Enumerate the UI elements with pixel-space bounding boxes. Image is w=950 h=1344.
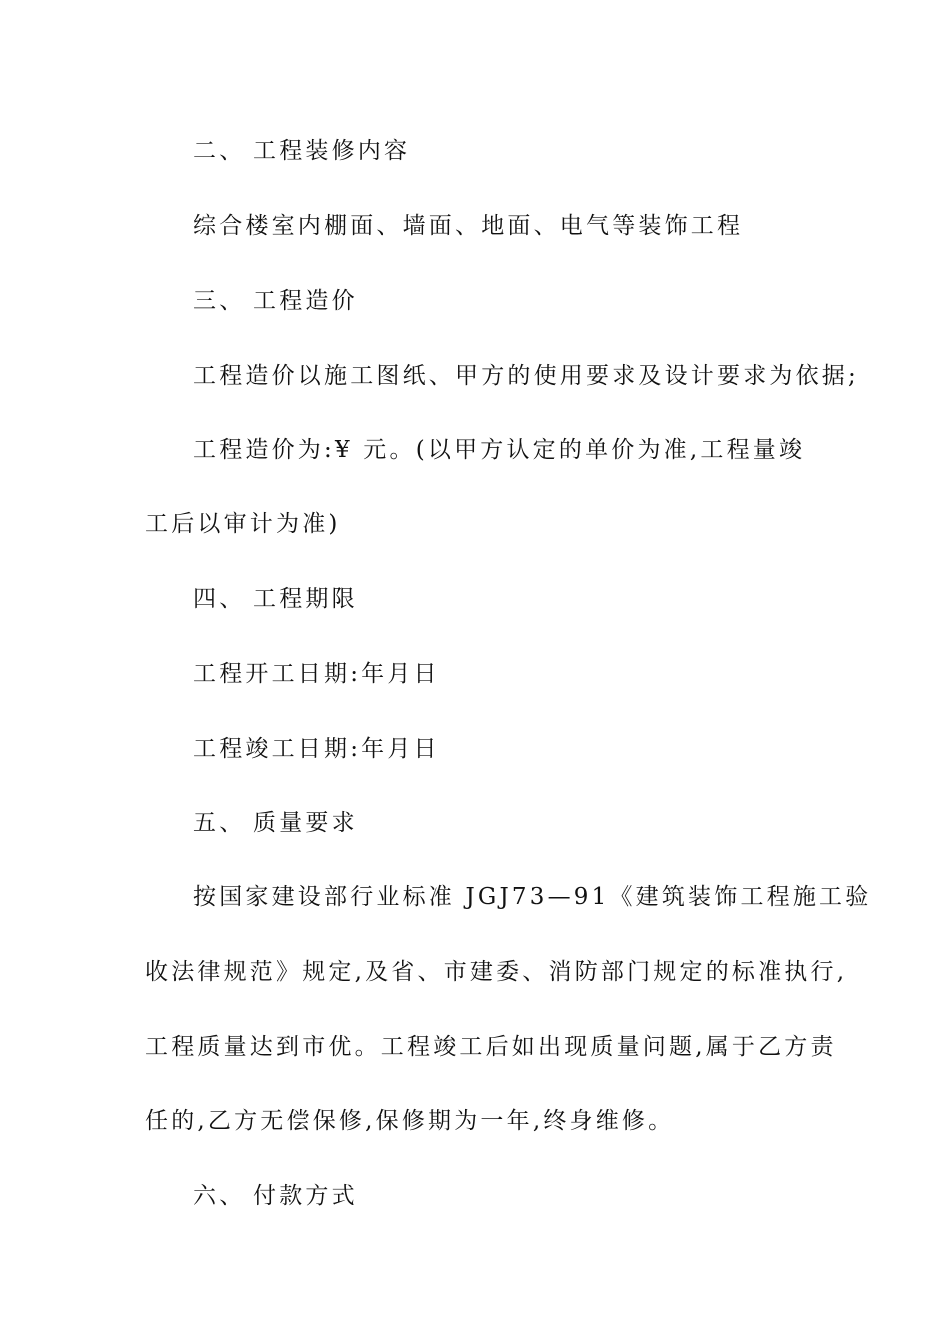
section-title: 付款方式	[253, 1183, 358, 1209]
section-5-heading	[193, 808, 358, 838]
section-3-para-1: 工程造价以施工图纸、甲方的使用要求及设计要求为依据;	[193, 363, 859, 389]
section-number: 二、	[193, 138, 246, 164]
section-6-heading	[193, 1181, 358, 1211]
section-title: 质量要求	[253, 810, 358, 836]
section-number: 四、	[193, 586, 246, 612]
section-title: 工程装修内容	[253, 138, 411, 164]
section-number: 三、	[193, 288, 246, 314]
section-5-line-3: 工程质量达到市优。工程竣工后如出现质量问题,属于乙方责	[145, 1034, 837, 1060]
section-5-line-2: 收法律规范》规定,及省、市建委、消防部门规定的标准执行,	[145, 959, 848, 985]
start-date-line: 工程开工日期:年月日	[193, 661, 440, 687]
section-title: 工程造价	[253, 288, 358, 314]
section-title: 工程期限	[253, 586, 358, 612]
section-3-para-2-line-1: 工程造价为:¥ 元。(以甲方认定的单价为准,工程量竣	[193, 437, 806, 463]
section-number: 六、	[193, 1183, 246, 1209]
end-date-line: 工程竣工日期:年月日	[193, 736, 440, 762]
section-5-line-4: 任的,乙方无偿保修,保修期为一年,终身维修。	[145, 1108, 675, 1134]
section-4-heading	[193, 584, 358, 614]
section-2-body: 综合楼室内棚面、墙面、地面、电气等装饰工程	[193, 213, 744, 239]
section-3-para-2-line-2: 工后以审计为准)	[145, 511, 341, 537]
section-3-heading	[193, 286, 358, 316]
section-5-line-1: 按国家建设部行业标准 JGJ73—91《建筑装饰工程施工验	[193, 884, 872, 910]
section-2-heading	[193, 136, 410, 166]
section-number: 五、	[193, 810, 246, 836]
